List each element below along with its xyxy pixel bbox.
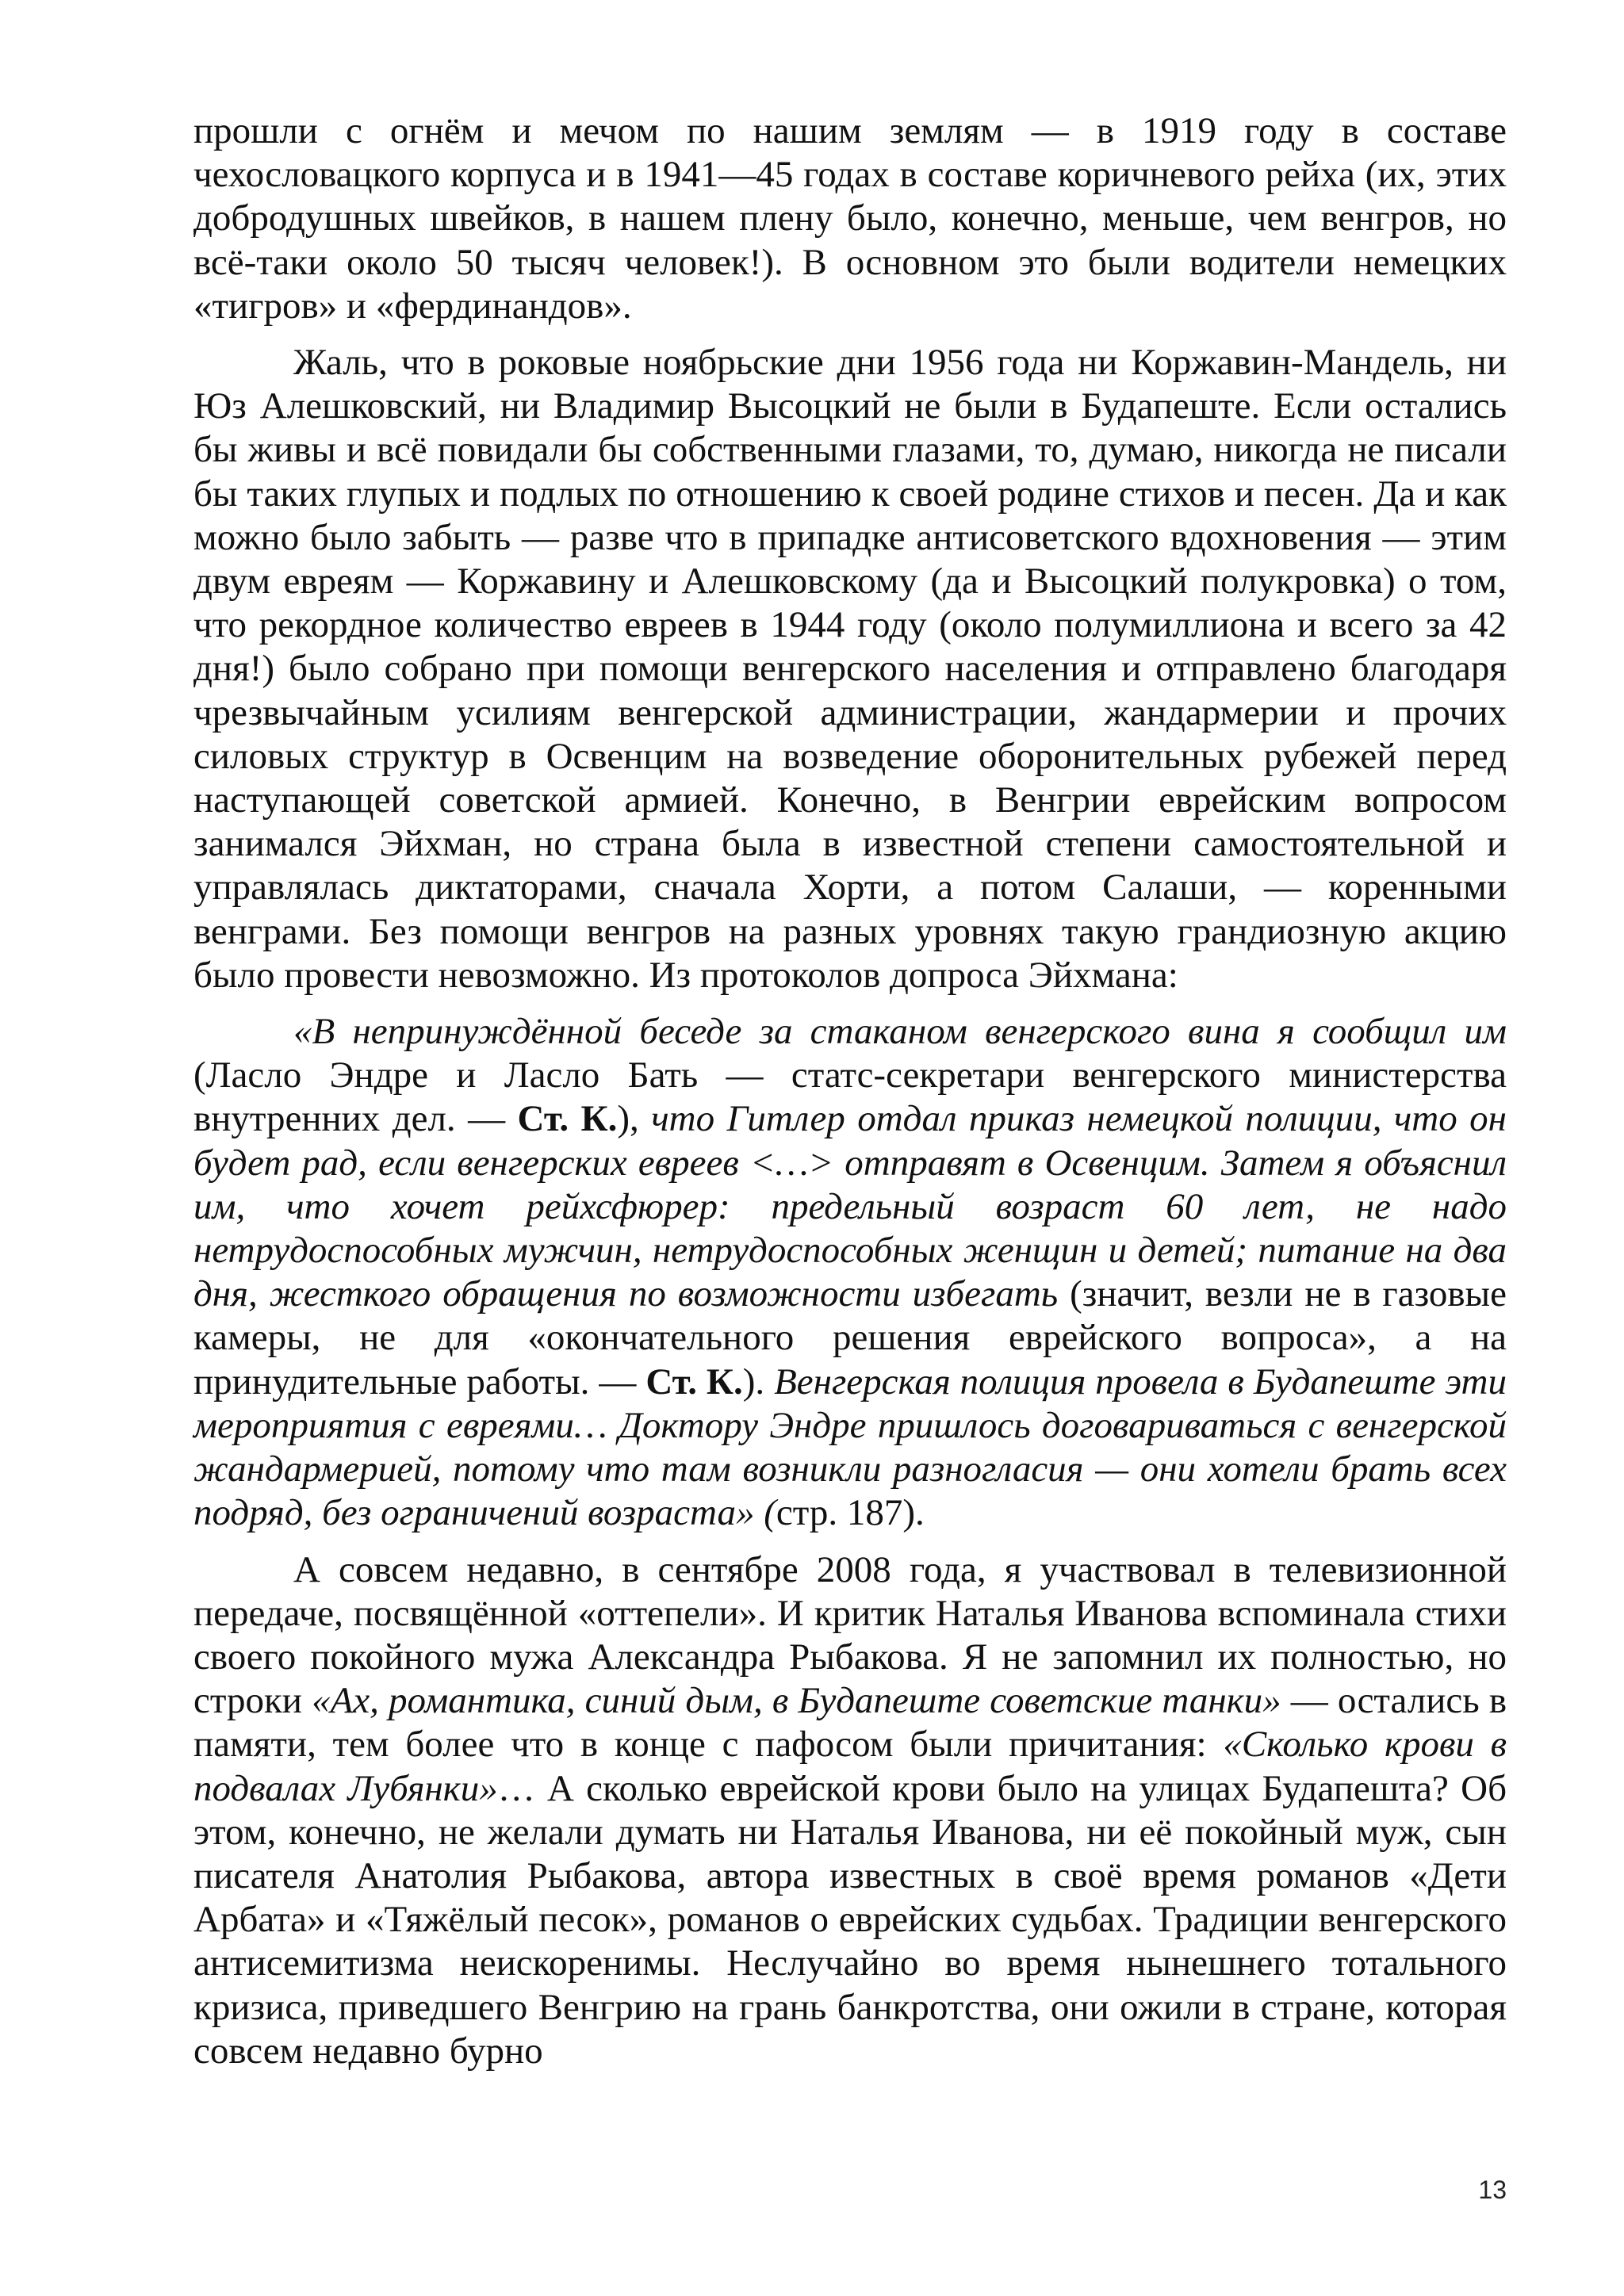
paragraph (193, 341, 1507, 997)
text-run: ), (617, 1098, 652, 1140)
text-run: А совсем недавно, в сентябре 2008 года, я участвовал в телевизионной передаче, посвящённой «оттепели». И критик Наталья Иванова вспоминала стихи своего покойного мужа Александра Рыбакова. Я не запомнил их полностью, но строки (193, 1548, 1507, 1722)
text-run: (Ласло Эндре и Ласло Бать — статс-секретари венгерского министерства внутренних дел. — (193, 1054, 1507, 1140)
quote-paragraph (193, 1010, 1507, 1535)
text-run: (значит, везли не в газовые камеры, не для «окончательного решения еврейского вопроса», а на принудительные работы. — (193, 1273, 1507, 1402)
bold-text-run: Ст. К. (645, 1360, 743, 1402)
document-page (193, 109, 1507, 2139)
bold-text-run: Ст. К. (517, 1098, 618, 1140)
italic-text-run: «В непринуждённой беседе за стаканом венгерского вина я сообщил им (293, 1011, 1507, 1053)
italic-text-run: Венгерская полиция провела в Будапеште эти мероприятия с евреями… Доктору Эндре пришлось договариваться с венгерской жандармерией, потому что там возникли разногласия — они хотели брать всех подряд, без ограничений возраста» ( (193, 1360, 1507, 1534)
text-run: … А сколько еврейской крови было на улицах Будапешта? Об этом, конечно, не желали думать ни Наталья Иванова, ни её покойный муж, сын писателя Анатолия Рыбакова, автора известных в своё время романов «Дети Арбата» и «Тяжёлый песок», романов о еврейских судьбах. Традиции венгерского антисемитизма неискоренимы. Неслучайно во время нынешнего тотального кризиса, приведшего Венгрию на грань банкротства, они ожили в стране, которая совсем недавно бурно (193, 1767, 1507, 2072)
text-run: ). (742, 1360, 775, 1402)
italic-text-run: что Гитлер отдал приказ немецкой полиции, что он будет рад, если венгерских евреев <…> отправят в Освенцим. Затем я объяснил им, что хочет рейхсфюрер: предельный возраст 60 лет, не надо нетрудоспособных мужчин, нетрудоспособных женщин и детей; питание на два дня, жесткого обращения по возможности избегать (193, 1098, 1507, 1315)
page-number: 13 (1478, 2175, 1507, 2204)
text-run: прошли с огнём и мечом по нашим землям — в 1919 году в составе чехословацкого корпуса и в 1941—45 годах в составе коричневого рейха (их, этих добродушных швейков, в нашем плену было, конечно, меньше, чем венгров, но всё-таки около 50 тысяч человек!). В основном это были водители немецких «тигров» и «фердинандов». (193, 110, 1507, 327)
paragraph (193, 1548, 1507, 2073)
italic-text-run: «Сколько крови в подвалах Лубянки» (193, 1724, 1507, 1809)
italic-text-run: «Ах, романтика, синий дым, в Будапеште советские танки» (312, 1680, 1281, 1722)
paragraph (193, 109, 1507, 328)
text-run: — остались в памяти, тем более что в конце с пафосом были причитания: (193, 1680, 1507, 1766)
text-run: стр. 187). (776, 1492, 925, 1534)
text-run: Жаль, что в роковые ноябрьские дни 1956 года ни Коржавин-Мандель, ни Юз Алешковский, ни Владимир Высоцкий не были в Будапеште. Если остались бы живы и всё повидали бы собственными глазами, то, думаю, никогда не писали бы таких глупых и подлых по отношению к своей родине стихов и песен. Да и как можно было забыть — разве что в припадке антисоветского вдохновения — этим двум евреям — Коржавину и Алешковскому (да и Высоцкий полукровка) о том, что рекордное количество евреев в 1944 году (около полумиллиона и всего за 42 дня!) было собрано при помощи венгерского населения и отправлено благодаря чрезвычайным усилиям венгерской администрации, жандармерии и прочих силовых структур в Освенцим на возведение оборонительных рубежей перед наступающей советской армией. Конечно, в Венгрии еврейским вопросом занимался Эйхман, но страна была в известной степени самостоятельной и управлялась диктаторами, сначала Хорти, а потом Салаши, — коренными венграми. Без помощи венгров на разных уровнях такую грандиозную акцию было провести невозможно. Из протоколов допроса Эйхмана: (193, 342, 1507, 996)
